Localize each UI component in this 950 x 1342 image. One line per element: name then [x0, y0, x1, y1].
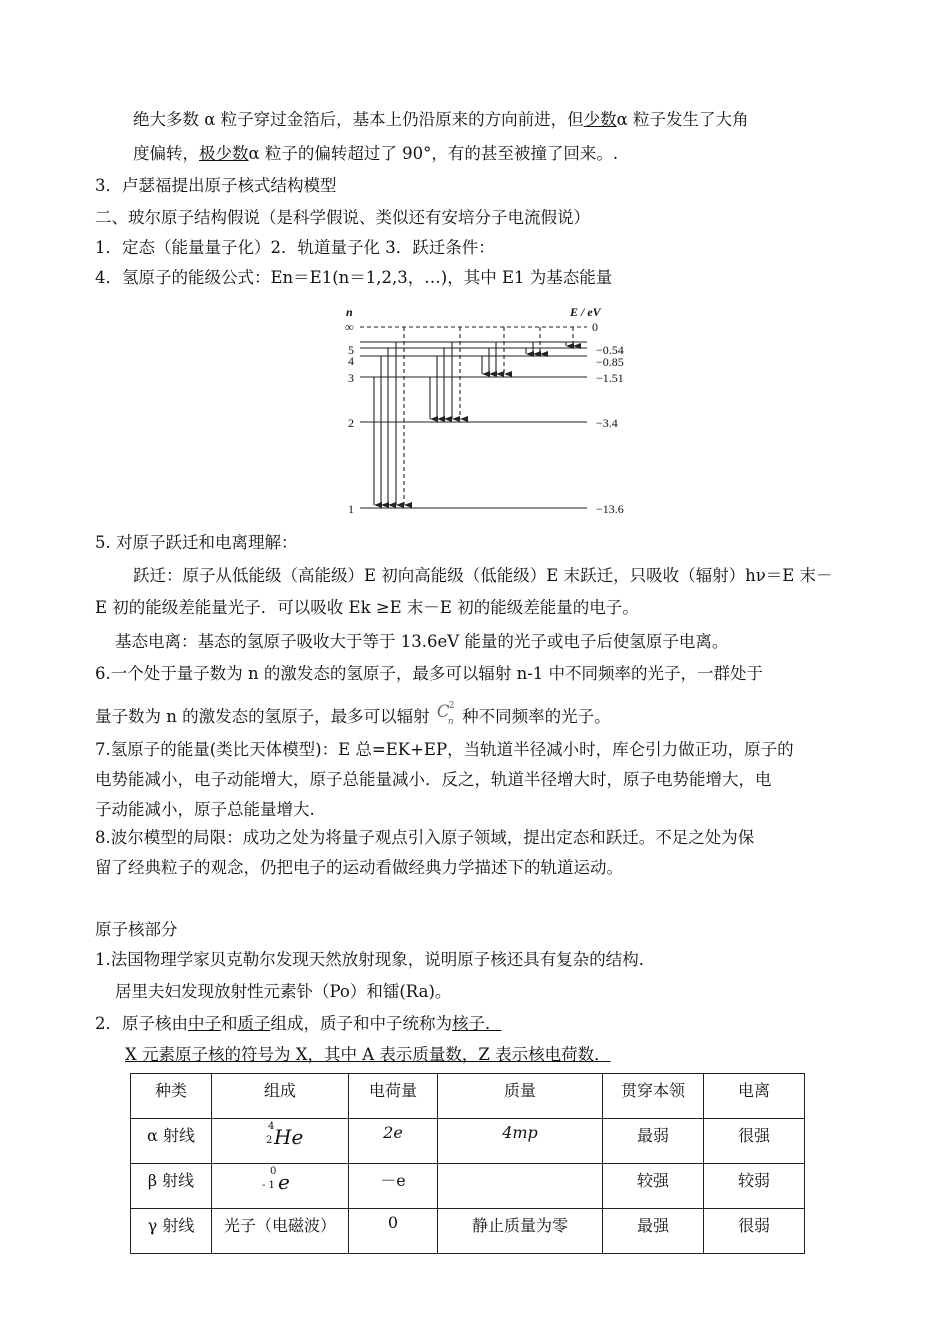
item-7-line-1: 7.氢原子的能量(类比天体模型)：E 总=EK+EP，当轨道半径减小时，库仑引力做正功，原子的 [95, 740, 794, 759]
level-5-n: 5 [348, 343, 354, 357]
level-5-e: −0.54 [596, 343, 624, 357]
alpha-symbol: 4 2 He [212, 1119, 349, 1164]
section-nucleus: 原子核部分 [95, 920, 178, 939]
alpha-charge: 2e [349, 1119, 438, 1164]
para-line-2: 度偏转，极少数α 粒子的偏转超过了 90°，有的甚至被撞了回来。. [133, 144, 619, 163]
nucleus-item-2: 2．原子核由中子和质子组成，质子和中子统称为核子． [95, 1014, 502, 1033]
section-bohr: 二、玻尔原子结构假说（是科学假说、类似还有安培分子电流假说） [95, 208, 590, 227]
para-line-1: 绝大多数 α 粒子穿过金箔后，基本上仍沿原来的方向前进，但少数α 粒子发生了大角 [133, 110, 749, 129]
beta-charge: －e [349, 1164, 438, 1209]
item-7-line-2: 电势能减小，电子动能增大，原子总能量减小．反之，轨道半径增大时，原子电势能增大，电 [95, 770, 772, 789]
energy-level-diagram [330, 300, 650, 530]
level-1-n: 1 [348, 502, 354, 516]
header-penetration: 贯穿本领 [603, 1074, 704, 1119]
nucleus-symbol-note: X 元素原子核的符号为 X，其中 A 表示质量数，Z 表示核电荷数． [125, 1045, 611, 1064]
radiation-table [130, 1073, 805, 1254]
level-2-e: −3.4 [596, 416, 618, 430]
pfund-arrows [566, 327, 573, 346]
combination-symbol: C 2 n [436, 701, 455, 727]
header-charge: 电荷量 [349, 1074, 438, 1119]
level-4-n: 4 [348, 354, 354, 368]
item-6-line-1: 6.一个处于量子数为 n 的激发态的氢原子，最多可以辐射 n-1 中不同频率的光子，一群处于 [95, 664, 764, 683]
lyman-arrows [374, 327, 404, 505]
item-rutherford: 3．卢瑟福提出原子核式结构模型 [95, 176, 337, 195]
table-header-row [131, 1074, 805, 1119]
level-inf-e: 0 [592, 320, 598, 334]
underline-few: 少数 [583, 110, 617, 129]
paschen-arrows [482, 327, 504, 374]
item-postulates: 1．定态（能量量子化）2．轨道量子化 3．跃迁条件： [95, 238, 495, 257]
item-8-line-1: 8.波尔模型的局限：成功之处为将量子观点引入原子领域，提出定态和跃迁。不足之处为保 [95, 828, 755, 847]
level-4-e: −0.85 [596, 355, 624, 369]
item-energy-formula: 4．氢原子的能级公式：En＝E1(n＝1,2,3，…)，其中 E1 为基态能量 [95, 268, 613, 287]
transition-line-1: 跃迁：原子从低能级（高能级）E 初向高能级（低能级）E 末跃迁，只吸收（辐射）hν＝E 末－ [133, 566, 833, 585]
header-kind: 种类 [131, 1074, 212, 1119]
table-row: γ 射线 光子（电磁波） 0 静止质量为零 最强 很弱 [131, 1209, 805, 1254]
axis-e-label: E / eV [570, 305, 601, 319]
table-row: β 射线 0 - 1 e －e 较强 较弱 [131, 1164, 805, 1209]
header-mass: 质量 [438, 1074, 603, 1119]
item-transition: 5. 对原子跃迁和电离理解： [95, 533, 298, 552]
level-3-n: 3 [348, 371, 354, 385]
ionization-line: 基态电离：基态的氢原子吸收大于等于 13.6eV 能量的光子或电子后使氢原子电离。 [115, 632, 729, 651]
level-2-n: 2 [348, 416, 354, 430]
axis-n-label: n [346, 305, 353, 319]
beta-symbol: 0 - 1 e [212, 1164, 349, 1209]
item-8-line-2: 留了经典粒子的观念，仍把电子的运动看做经典力学描述下的轨道运动。 [95, 858, 623, 877]
nucleus-item-1: 1.法国物理学家贝克勒尔发现天然放射现象，说明原子核还具有复杂的结构． [95, 950, 656, 969]
level-1-e: −13.6 [596, 502, 624, 516]
item-6-line-2: 量子数为 n 的激发态的氢原子，最多可以辐射 C 2 n 种不同频率的光子。 [95, 701, 611, 727]
header-ionization: 电离 [704, 1074, 805, 1119]
transition-line-2: E 初的能级差能量光子．可以吸收 Ek ≥E 末－E 初的能级差能量的电子。 [95, 598, 639, 617]
underline-very-few: 极少数 [199, 144, 249, 163]
level-3-e: −1.51 [596, 371, 624, 385]
balmer-arrows [430, 327, 460, 419]
nucleus-curie: 居里夫妇发现放射性元素钋（Po）和镭(Ra)。 [115, 982, 452, 1001]
header-composition: 组成 [212, 1074, 349, 1119]
level-inf-n: ∞ [345, 320, 354, 334]
alpha-mass: 4mp [438, 1119, 603, 1164]
table-row: α 射线 4 2 He 2e 4mp 最弱 很强 [131, 1119, 805, 1164]
item-7-line-3: 子动能减小，原子总能量增大. [95, 800, 315, 819]
brackett-arrows [526, 327, 540, 354]
